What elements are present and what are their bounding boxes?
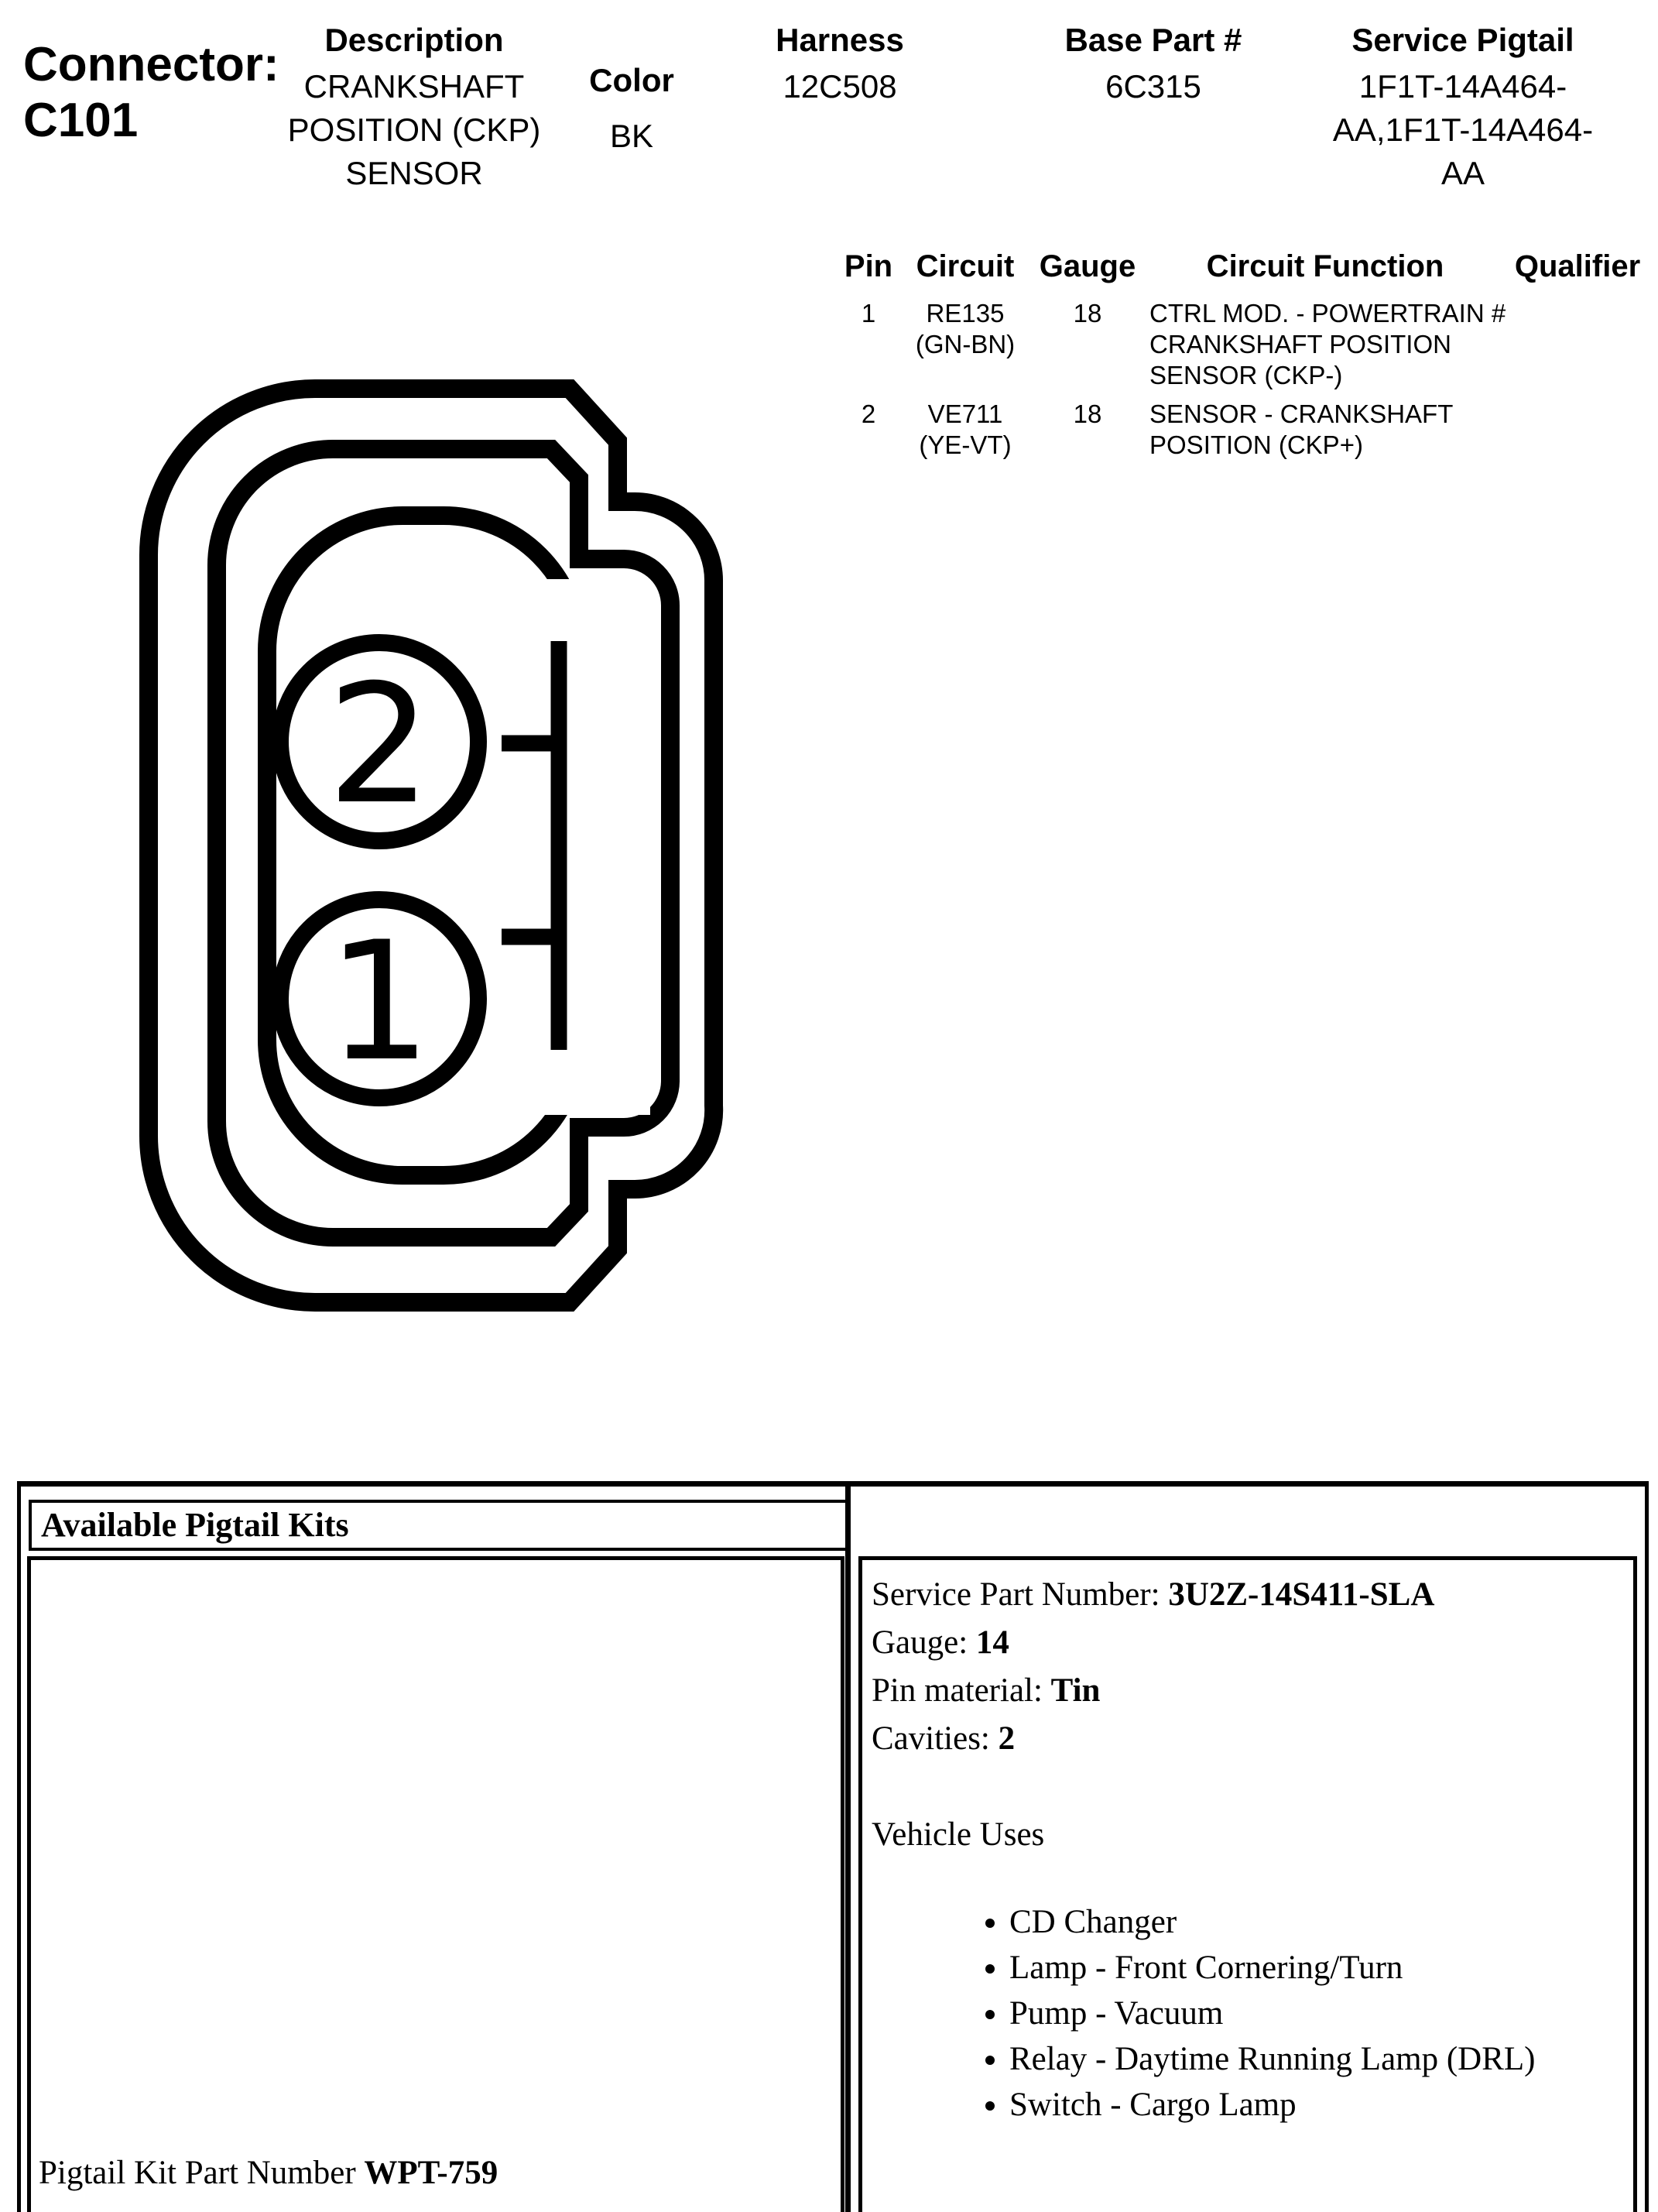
vehicle-uses-list <box>872 1899 1625 2128</box>
description-line: CRANKSHAFT <box>303 68 525 105</box>
gauge-cell: 18 <box>1073 400 1102 428</box>
base-part-label: Base Part # <box>1064 22 1242 58</box>
header-col-description <box>240 22 588 195</box>
function-line: SENSOR (CKP-) <box>1149 361 1343 389</box>
pin-table <box>836 249 1658 482</box>
pigtail-kit-part-number-value: WPT-759 <box>364 2155 498 2191</box>
cavity-1-label: 1 <box>327 906 432 1097</box>
vehicle-use-item: • Switch - Cargo Lamp <box>1009 2082 1625 2128</box>
pin-table-header-qualifier: Qualifier <box>1514 249 1641 283</box>
harness-value: 12C508 <box>783 68 897 105</box>
circuit-cell <box>919 399 1011 461</box>
circuit-id: VE711 <box>927 400 1003 428</box>
vehicle-uses-heading: Vehicle Uses <box>872 1816 1045 1853</box>
pin-table-header-pin: Pin <box>844 249 893 283</box>
pigtail-kits-section <box>17 1481 1649 2212</box>
function-line: SENSOR - CRANKSHAFT <box>1149 400 1454 428</box>
function-line: CRANKSHAFT POSITION <box>1149 330 1451 358</box>
service-pigtail-label: Service Pigtail <box>1351 22 1574 58</box>
pigtail-kit-part-number-label: Pigtail Kit Part Number <box>39 2155 365 2191</box>
column-divider <box>845 1487 851 2212</box>
description-line: SENSOR <box>345 155 483 191</box>
service-pigtail-line: AA <box>1440 155 1485 191</box>
color-label: Color <box>589 62 674 98</box>
pin-table-header-function: Circuit Function <box>1206 249 1444 283</box>
vehicle-use-item: • CD Changer <box>1009 1899 1625 1945</box>
vehicle-use-item: • Pump - Vacuum <box>1009 1991 1625 2036</box>
circuit-color: (YE-VT) <box>919 430 1012 459</box>
service-pigtail-line: AA,1F1T-14A464- <box>1332 111 1594 148</box>
function-cell <box>1149 399 1453 461</box>
base-part-value: 6C315 <box>1105 68 1201 105</box>
pin-cell: 2 <box>861 400 876 428</box>
function-line: CTRL MOD. - POWERTRAIN # <box>1149 299 1506 328</box>
mating-block <box>495 579 650 1115</box>
detail-label: Service Part Number: <box>872 1576 1169 1613</box>
header-col-service-pigtail <box>1293 22 1633 195</box>
available-pigtail-kits-header: Available Pigtail Kits <box>29 1500 851 1551</box>
pigtail-kit-cell <box>27 1556 844 2212</box>
detail-line <box>872 1571 1625 1619</box>
connector-face-diagram <box>108 348 774 1347</box>
vehicle-use-item: • Lamp - Front Cornering/Turn <box>1009 1945 1625 1991</box>
circuit-id: RE135 <box>926 299 1005 328</box>
detail-value: Tin <box>1050 1672 1101 1709</box>
circuit-cell <box>916 298 1015 360</box>
circuit-color: (GN-BN) <box>915 330 1016 358</box>
header-col-base-part <box>1022 22 1285 108</box>
detail-line <box>872 1619 1625 1667</box>
gauge-cell: 18 <box>1073 299 1102 328</box>
detail-value: 2 <box>998 1720 1016 1757</box>
detail-label: Cavities: <box>872 1720 999 1757</box>
pin-cell: 1 <box>861 299 876 328</box>
pin-table-header-gauge: Gauge <box>1039 249 1136 283</box>
harness-label: Harness <box>776 22 904 58</box>
pin-table-header-circuit: Circuit <box>916 249 1015 283</box>
header-col-harness <box>720 22 960 108</box>
detail-value: 3U2Z-14S411-SLA <box>1168 1576 1435 1613</box>
vehicle-use-item: • Relay - Daytime Running Lamp (DRL) <box>1009 2036 1625 2082</box>
description-label: Description <box>324 22 504 58</box>
detail-value: 14 <box>975 1624 1009 1661</box>
description-line: POSITION (CKP) <box>287 111 541 148</box>
cavity-2-label: 2 <box>327 649 432 840</box>
connector-title-label: Connector: <box>23 38 279 91</box>
connector-id: C101 <box>23 94 139 147</box>
detail-line <box>872 1667 1625 1715</box>
function-line: POSITION (CKP+) <box>1149 430 1363 459</box>
service-part-cell <box>858 1556 1637 2212</box>
detail-line <box>872 1715 1625 1763</box>
function-cell <box>1149 298 1506 391</box>
color-value: BK <box>609 118 654 154</box>
spacer <box>872 1763 1625 1811</box>
header-col-color <box>562 62 701 158</box>
detail-label: Gauge: <box>872 1624 976 1661</box>
detail-label: Pin material: <box>872 1672 1051 1709</box>
pigtail-kit-part-number-line <box>39 2154 498 2192</box>
service-pigtail-line: 1F1T-14A464- <box>1358 68 1567 105</box>
